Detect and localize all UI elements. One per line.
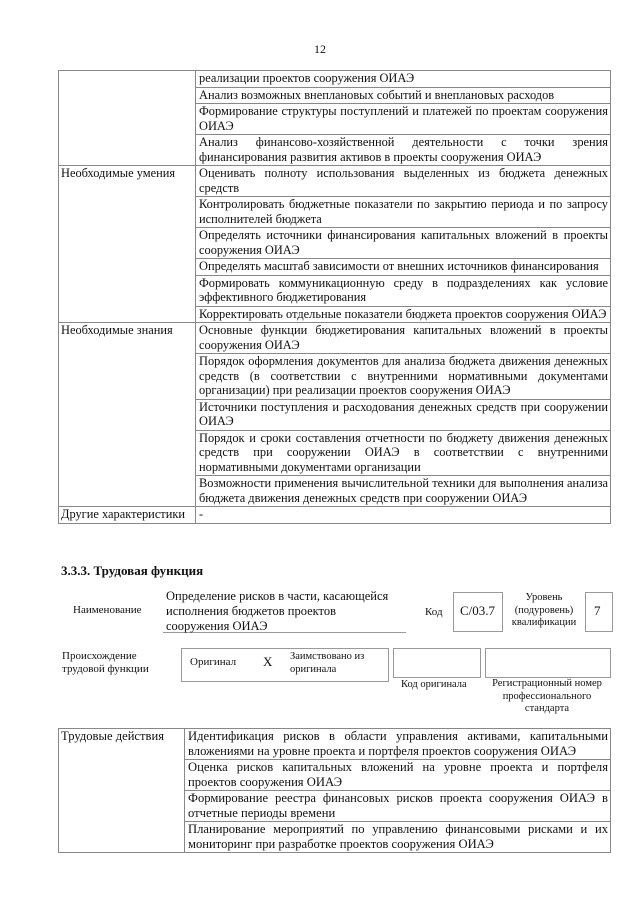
table-row [59,507,611,524]
table-cell: реализации проектов сооружения ОИАЭ [196,71,611,88]
table-cell: Планирование мероприятий по управлению финансовыми рисками и их мониторинг при разработке проектов сооружения ОИАЭ [185,822,611,853]
labor-actions-table [58,728,611,853]
table-row [59,729,611,760]
level-label: Уровень (подуровень) квалификации [511,592,577,628]
other-label: Другие характеристики [59,507,196,524]
table-cell: Оценка рисков капитальных вложений на уровне проекта и портфеля проектов сооружения ОИАЭ [185,760,611,791]
origin-label: Происхождение трудовой функции [62,650,149,675]
orig-code-label: Код оригинала [401,679,467,690]
table-cell: Порядок и сроки составления отчетности по бюджету движения денежных средств при сооружении ОИАЭ в соответствии с внутренними нормативными документами организации [196,430,611,476]
table-cell: Формирование структуры поступлений и платежей по проектам сооружения ОИАЭ [196,104,611,135]
section-title: 3.3.3. Трудовая функция [61,563,204,578]
original-label: Оригинал [190,656,237,668]
orig-code-box [393,648,481,678]
skills-label: Необходимые умения [59,166,196,323]
table-cell: Основные функции бюджетирования капитальных вложений в проекты сооружения ОИАЭ [196,323,611,354]
level-value: 7 [594,603,601,618]
original-mark: X [263,654,273,669]
table-cell: Корректировать отдельные показатели бюджета проектов сооружения ОИАЭ [196,306,611,323]
code-value: C/03.7 [460,603,496,618]
reg-number-label: Регистрационный номер профессионального стандарта [492,678,602,714]
table-row [59,166,611,197]
function-name: Определение рисков в части, касающейся исполнения бюджетов проектов сооружения ОИАЭ [166,589,389,633]
actions-label: Трудовые действия [59,729,185,853]
table-cell: Источники поступления и расходования денежных средств при сооружении ОИАЭ [196,399,611,430]
table-cell: Возможности применения вычислительной техники для выполнения анализа бюджета движения денежных средств при сооружении ОИАЭ [196,476,611,507]
table-cell: Формировать коммуникационную среду в подразделениях как условие эффективного бюджетирования [196,275,611,306]
knowledge-label: Необходимые знания [59,323,196,507]
table-row [59,323,611,354]
table-cell: Оценивать полноту использования выделенных из бюджета денежных средств [196,166,611,197]
other-value: - [196,507,611,524]
name-label: Наименование [73,604,142,616]
page-number: 12 [314,42,326,56]
reg-number-box [485,648,611,678]
table-cell: Определять источники финансирования капитальных вложений в проекты сооружения ОИАЭ [196,228,611,259]
table-cell: Порядок оформления документов для анализа бюджета движения денежных средств (в соответствии с внутренними нормативными документами организации) при реализации проектов сооружения ОИАЭ [196,354,611,400]
skills-knowledge-table [58,70,611,524]
table-cell: Анализ финансово-хозяйственной деятельности с точки зрения финансирования развития активов в проекты сооружения ОИАЭ [196,135,611,166]
borrowed-label: Заимствовано из оригинала [290,651,365,675]
table-cell: Идентификация рисков в области управления активами, капитальными вложениями на уровне проекта и портфеля проектов сооружения ОИАЭ [185,729,611,760]
table-cell: Контролировать бюджетные показатели по закрытию периода и по запросу исполнителей бюджета [196,197,611,228]
table-row [59,71,611,88]
code-label: Код [425,606,443,618]
table-cell: Анализ возможных внеплановых событий и внеплановых расходов [196,87,611,104]
table-cell: Формирование реестра финансовых рисков проекта сооружения ОИАЭ в отчетные периоды времени [185,791,611,822]
table-cell: Определять масштаб зависимости от внешних источников финансирования [196,259,611,276]
